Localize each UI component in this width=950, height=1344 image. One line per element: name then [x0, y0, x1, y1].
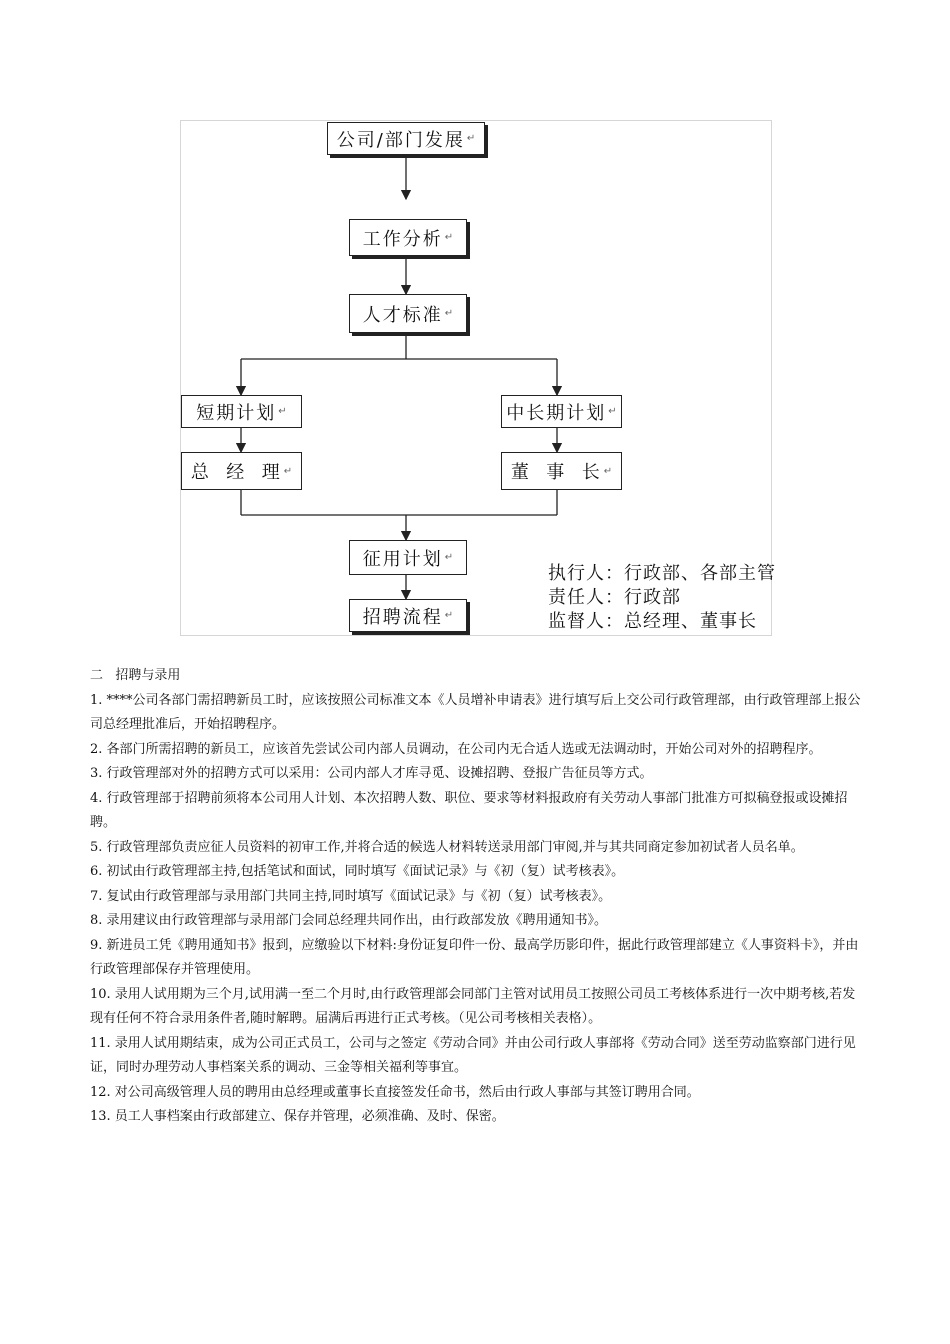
box-company-dev-label: 公司/部门发展 [336, 129, 465, 151]
box-job-analysis-label: 工作分析 [362, 228, 443, 250]
box-job-analysis: 工作分析 ↵ [349, 219, 467, 256]
section-item-4: 4. 行政管理部于招聘前须将本公司用人计划、本次招聘人数、职位、要求等材料报政府有关劳动人事部门批准方可拟稿登报或设摊招聘。 [90, 790, 848, 830]
section-item-5: 5. 行政管理部负责应征人员资料的初审工作,并将合适的候选人材料转送录用部门审阅,并与其共同商定参加初试者人员名单。 [90, 839, 804, 855]
box-chairman-label: 董 事 长 [510, 462, 602, 483]
box-short-plan: 短期计划 ↵ [181, 395, 302, 428]
box-recruit-process-label: 招聘流程 [362, 606, 443, 628]
section-item-8: 8. 录用建议由行政管理部与录用部门会同总经理共同作出，由行政部发放《聘用通知书》。 [90, 913, 608, 928]
section-item-13: 13. 员工人事档案由行政部建立、保存并管理，必须准确、及时、保密。 [90, 1109, 505, 1124]
section-item-11: 11. 录用人试用期结束，成为公司正式员工，公司与之签定《劳动合同》并由公司行政人事部将《劳动合同》送至劳动监察部门进行见证，同时办理劳动人事档案关系的调动、三金等相关福利等事宜。 [90, 1035, 856, 1075]
box-mid-long-plan-label: 中长期计划 [506, 402, 607, 424]
box-mid-long-plan: 中长期计划 ↵ [501, 395, 622, 428]
section-heading: 二 招聘与录用 [90, 668, 181, 683]
box-recruit-plan: 征用计划 ↵ [349, 540, 467, 575]
section-item-7: 7. 复试由行政管理部与录用部门共同主持,同时填写《面试记录》与《初（复）试考核表》。 [90, 888, 612, 904]
section-item-12: 12. 对公司高级管理人员的聘用由总经理或董事长直接签发任命书，然后由行政人事部与其签订聘用合同。 [90, 1084, 700, 1100]
section-item-3: 3. 行政管理部对外的招聘方式可以采用：公司内部人才库寻觅、设摊招聘、登报广告征员等方式。 [90, 766, 653, 781]
executor-note: 执行人：行政部、各部主管 [548, 563, 776, 584]
section-item-9: 9. 新进员工凭《聘用通知书》报到，应缴验以下材料:身份证复印件一份、最高学历影印件，据此行政管理部建立《人事资料卡》，并由行政管理部保存并管理使用。 [90, 937, 859, 977]
box-talent-standard: 人才标准 ↵ [349, 294, 467, 333]
box-short-plan-label: 短期计划 [196, 402, 277, 424]
section-item-1: 1. ****公司各部门需招聘新员工时，应该按照公司标准文本《人员增补申请表》进行填写后上交公司行政管理部，由行政管理部上报公司总经理批准后，开始招聘程序。 [90, 692, 861, 732]
section-item-6: 6. 初试由行政管理部主持,包括笔试和面试，同时填写《面试记录》与《初（复）试考核表》。 [90, 864, 625, 879]
box-general-manager: 总 经 理 ↵ [181, 452, 302, 490]
box-recruit-plan-label: 征用计划 [362, 548, 443, 570]
recruitment-section [90, 664, 865, 1130]
box-recruit-process: 招聘流程 ↵ [349, 599, 467, 632]
box-company-dev: 公司/部门发展 ↵ [327, 122, 485, 155]
box-talent-standard-label: 人才标准 [362, 304, 443, 326]
section-item-10: 10. 录用人试用期为三个月,试用满一至二个月时,由行政管理部会同部门主管对试用员工按照公司员工考核体系进行一次中期考核,若发现有任何不符合录用条件者,随时解聘。届满后再进行正式考核。（见公司考核相关表格）。 [90, 986, 856, 1026]
flowchart-connectors [181, 121, 771, 635]
recruitment-flowchart [180, 120, 776, 636]
responsible-note: 责任人：行政部 [548, 587, 681, 608]
supervisor-note: 监督人：总经理、董事长 [548, 611, 757, 632]
box-chairman: 董 事 长 ↵ [501, 452, 622, 490]
box-general-manager-label: 总 经 理 [190, 462, 282, 483]
section-item-2: 2. 各部门所需招聘的新员工，应该首先尝试公司内部人员调动，在公司内无合适人选或无法调动时，开始公司对外的招聘程序。 [90, 741, 822, 757]
